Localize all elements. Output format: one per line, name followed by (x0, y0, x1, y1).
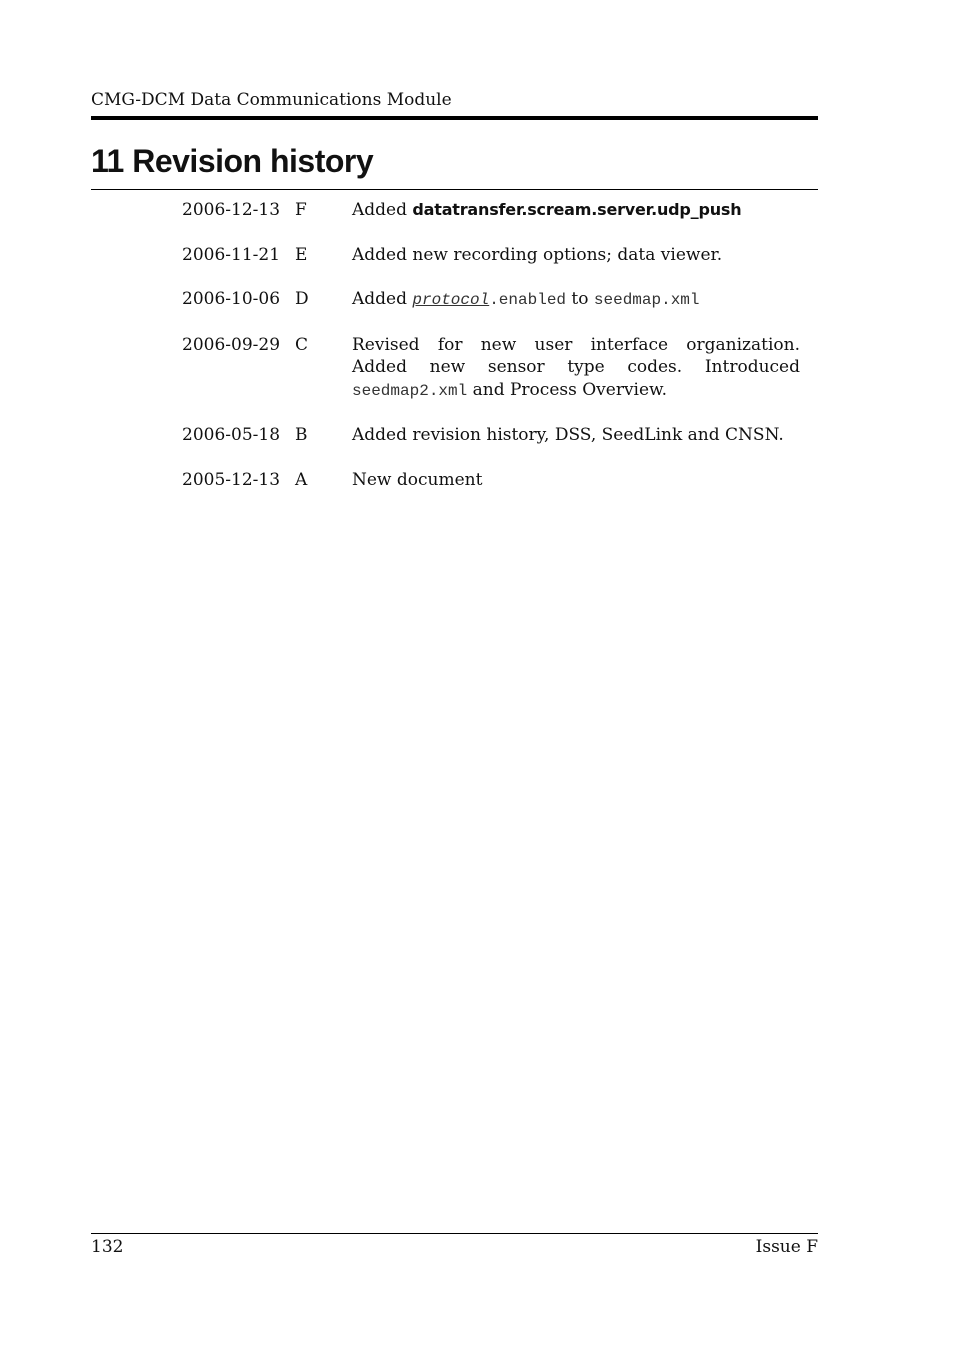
revision-date: 2005-12-13 (182, 469, 281, 490)
description-line: Revised for new user interface organization. (352, 334, 800, 355)
revision-description (352, 334, 800, 403)
page-number: 132 (91, 1237, 124, 1257)
code-filename: seedmap2.xml (352, 381, 468, 400)
revision-description: New document (352, 469, 483, 490)
revision-date: 2006-10-06 (182, 289, 281, 309)
revision-issue: C (295, 334, 309, 355)
config-key: datatransfer.scream.server.udp_push (412, 200, 742, 219)
revision-description (352, 199, 800, 222)
revision-description (352, 288, 800, 312)
description-text: to (566, 289, 594, 309)
description-text: Added (352, 200, 413, 220)
description-text: Added (352, 289, 413, 309)
chapter-title: 11 Revision history (91, 143, 374, 179)
footer-rule (91, 1233, 818, 1234)
description-line (352, 379, 800, 403)
revision-description: Added new recording options; data viewer. (352, 244, 723, 265)
code-variable: protocol (412, 291, 490, 309)
revision-issue: D (295, 289, 309, 309)
revision-date: 2006-12-13 (182, 200, 281, 220)
revision-table (182, 199, 800, 513)
revision-issue: B (295, 425, 308, 445)
revision-issue: A (295, 469, 308, 490)
code-filename: seedmap.xml (593, 291, 700, 309)
revision-issue: F (295, 200, 307, 220)
revision-date: 2006-09-29 (182, 334, 281, 355)
description-line: Added new sensor type codes. Introduced (352, 357, 800, 377)
revision-row (182, 469, 800, 492)
revision-row (182, 199, 800, 222)
revision-date: 2006-05-18 (182, 425, 281, 445)
running-head: CMG-DCM Data Communications Module (91, 90, 452, 110)
revision-date: 2006-11-21 (182, 244, 281, 265)
title-rule (91, 189, 818, 190)
header-rule (91, 116, 818, 120)
revision-issue: E (295, 244, 308, 265)
revision-row (182, 424, 800, 447)
revision-row (182, 334, 800, 403)
revision-description: Added revision history, DSS, SeedLink and CNSN. (352, 425, 784, 445)
code-text: .enabled (489, 291, 567, 309)
issue-label: Issue F (755, 1237, 818, 1257)
revision-row (182, 288, 800, 312)
revision-row (182, 244, 800, 267)
description-text: and Process Overview. (467, 379, 667, 400)
